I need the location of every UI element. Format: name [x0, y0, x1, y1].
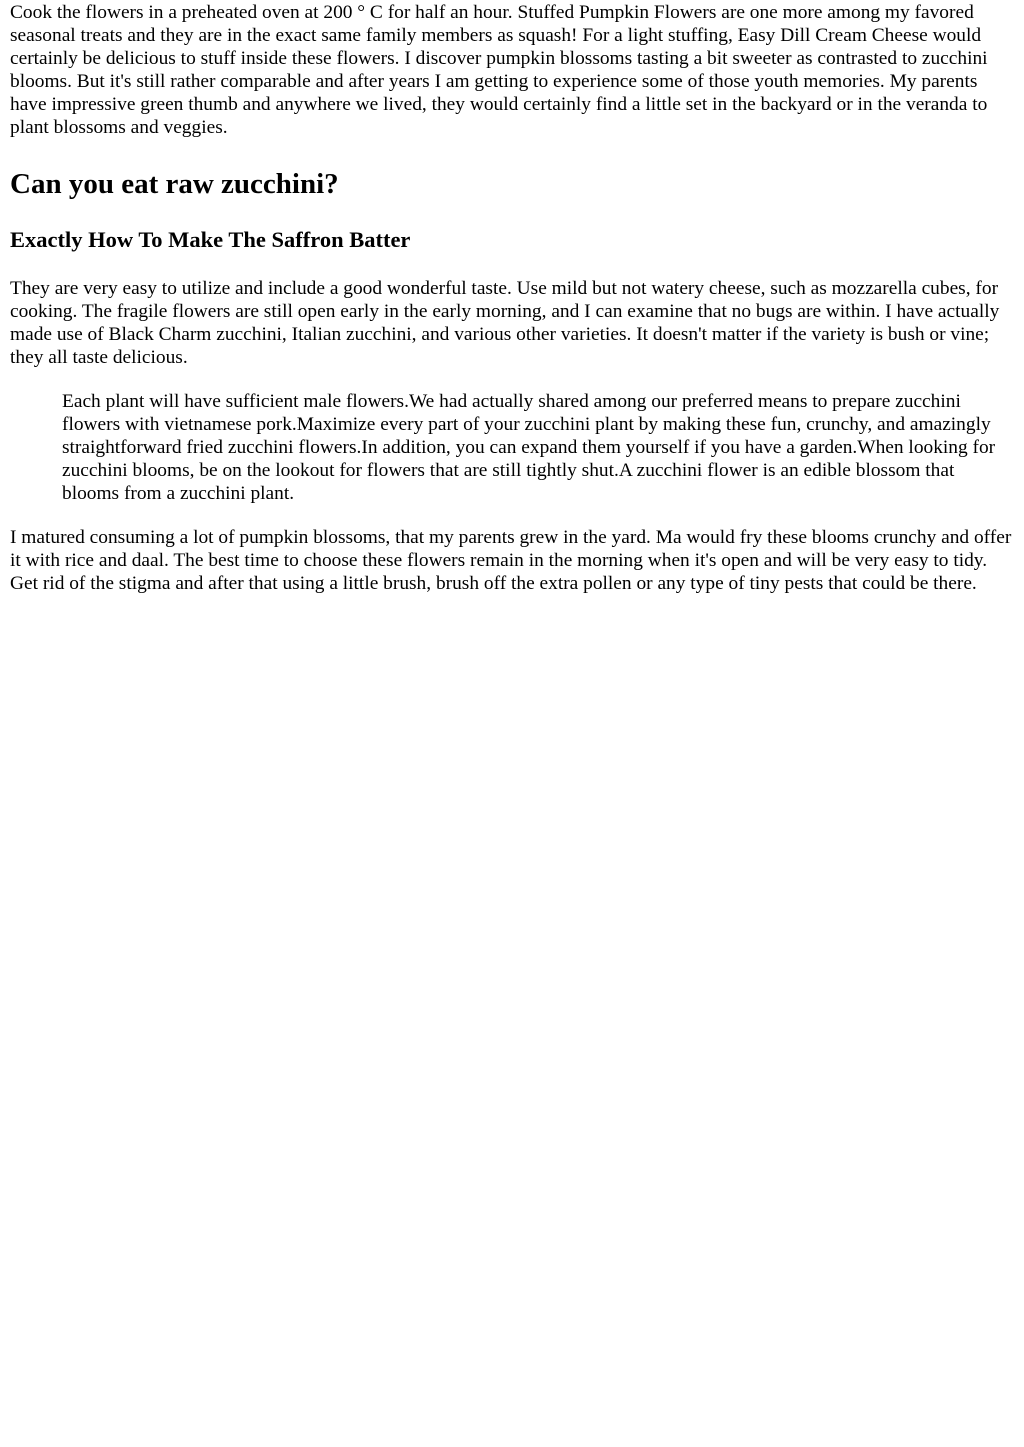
intro-paragraph: Cook the flowers in a preheated oven at 200 ° C for half an hour. Stuffed Pumpkin Flowers are one more among my favored seasonal treats and they are in the exact same family members as squash! For a light stuffing, Easy Dill Cream Cheese would certainly be delicious to stuff inside these flowers. I discover pumpkin blossoms tasting a bit sweeter as contrasted to zucchini blooms. But it's still rather comparable and after years I am getting to experience some of those youth memories. My parents have impressive green thumb and anywhere we lived, they would certainly find a little set in the backyard or in the veranda to plant blossoms and veggies. — [10, 2, 988, 138]
section-heading: Can you eat raw zucchini? — [10, 168, 339, 200]
closing-paragraph: I matured consuming a lot of pumpkin blossoms, that my parents grew in the yard. Ma would fry these blooms crunchy and offer it with rice and daal. The best time to choose these flowers remain in the morning when it's open and will be very easy to tidy. Get rid of the stigma and after that using a little brush, brush off the extra pollen or any type of tiny pests that could be there. — [10, 527, 1012, 594]
body-paragraph: They are very easy to utilize and include a good wonderful taste. Use mild but not watery cheese, such as mozzarella cubes, for cooking. The fragile flowers are still open early in the early morning, and I can examine that no bugs are within. I have actually made use of Black Charm zucchini, Italian zucchini, and various other varieties. It doesn't matter if the variety is bush or vine; they all taste delicious. — [10, 278, 1000, 368]
subsection-heading: Exactly How To Make The Saffron Batter — [10, 227, 411, 252]
quote-block: Each plant will have sufficient male flowers.We had actually shared among our preferred means to prepare zucchini flowers with vietnamese pork.Maximize every part of your zucchini plant by making these fun, crunchy, and amazingly straightforward fried zucchini flowers.In addition, you can expand them yourself if you have a garden.When looking for zucchini blooms, be on the lookout for flowers that are still tightly shut.A zucchini flower is an edible blossom that blooms from a zucchini plant. — [62, 391, 996, 504]
article-page — [0, 1, 1024, 595]
